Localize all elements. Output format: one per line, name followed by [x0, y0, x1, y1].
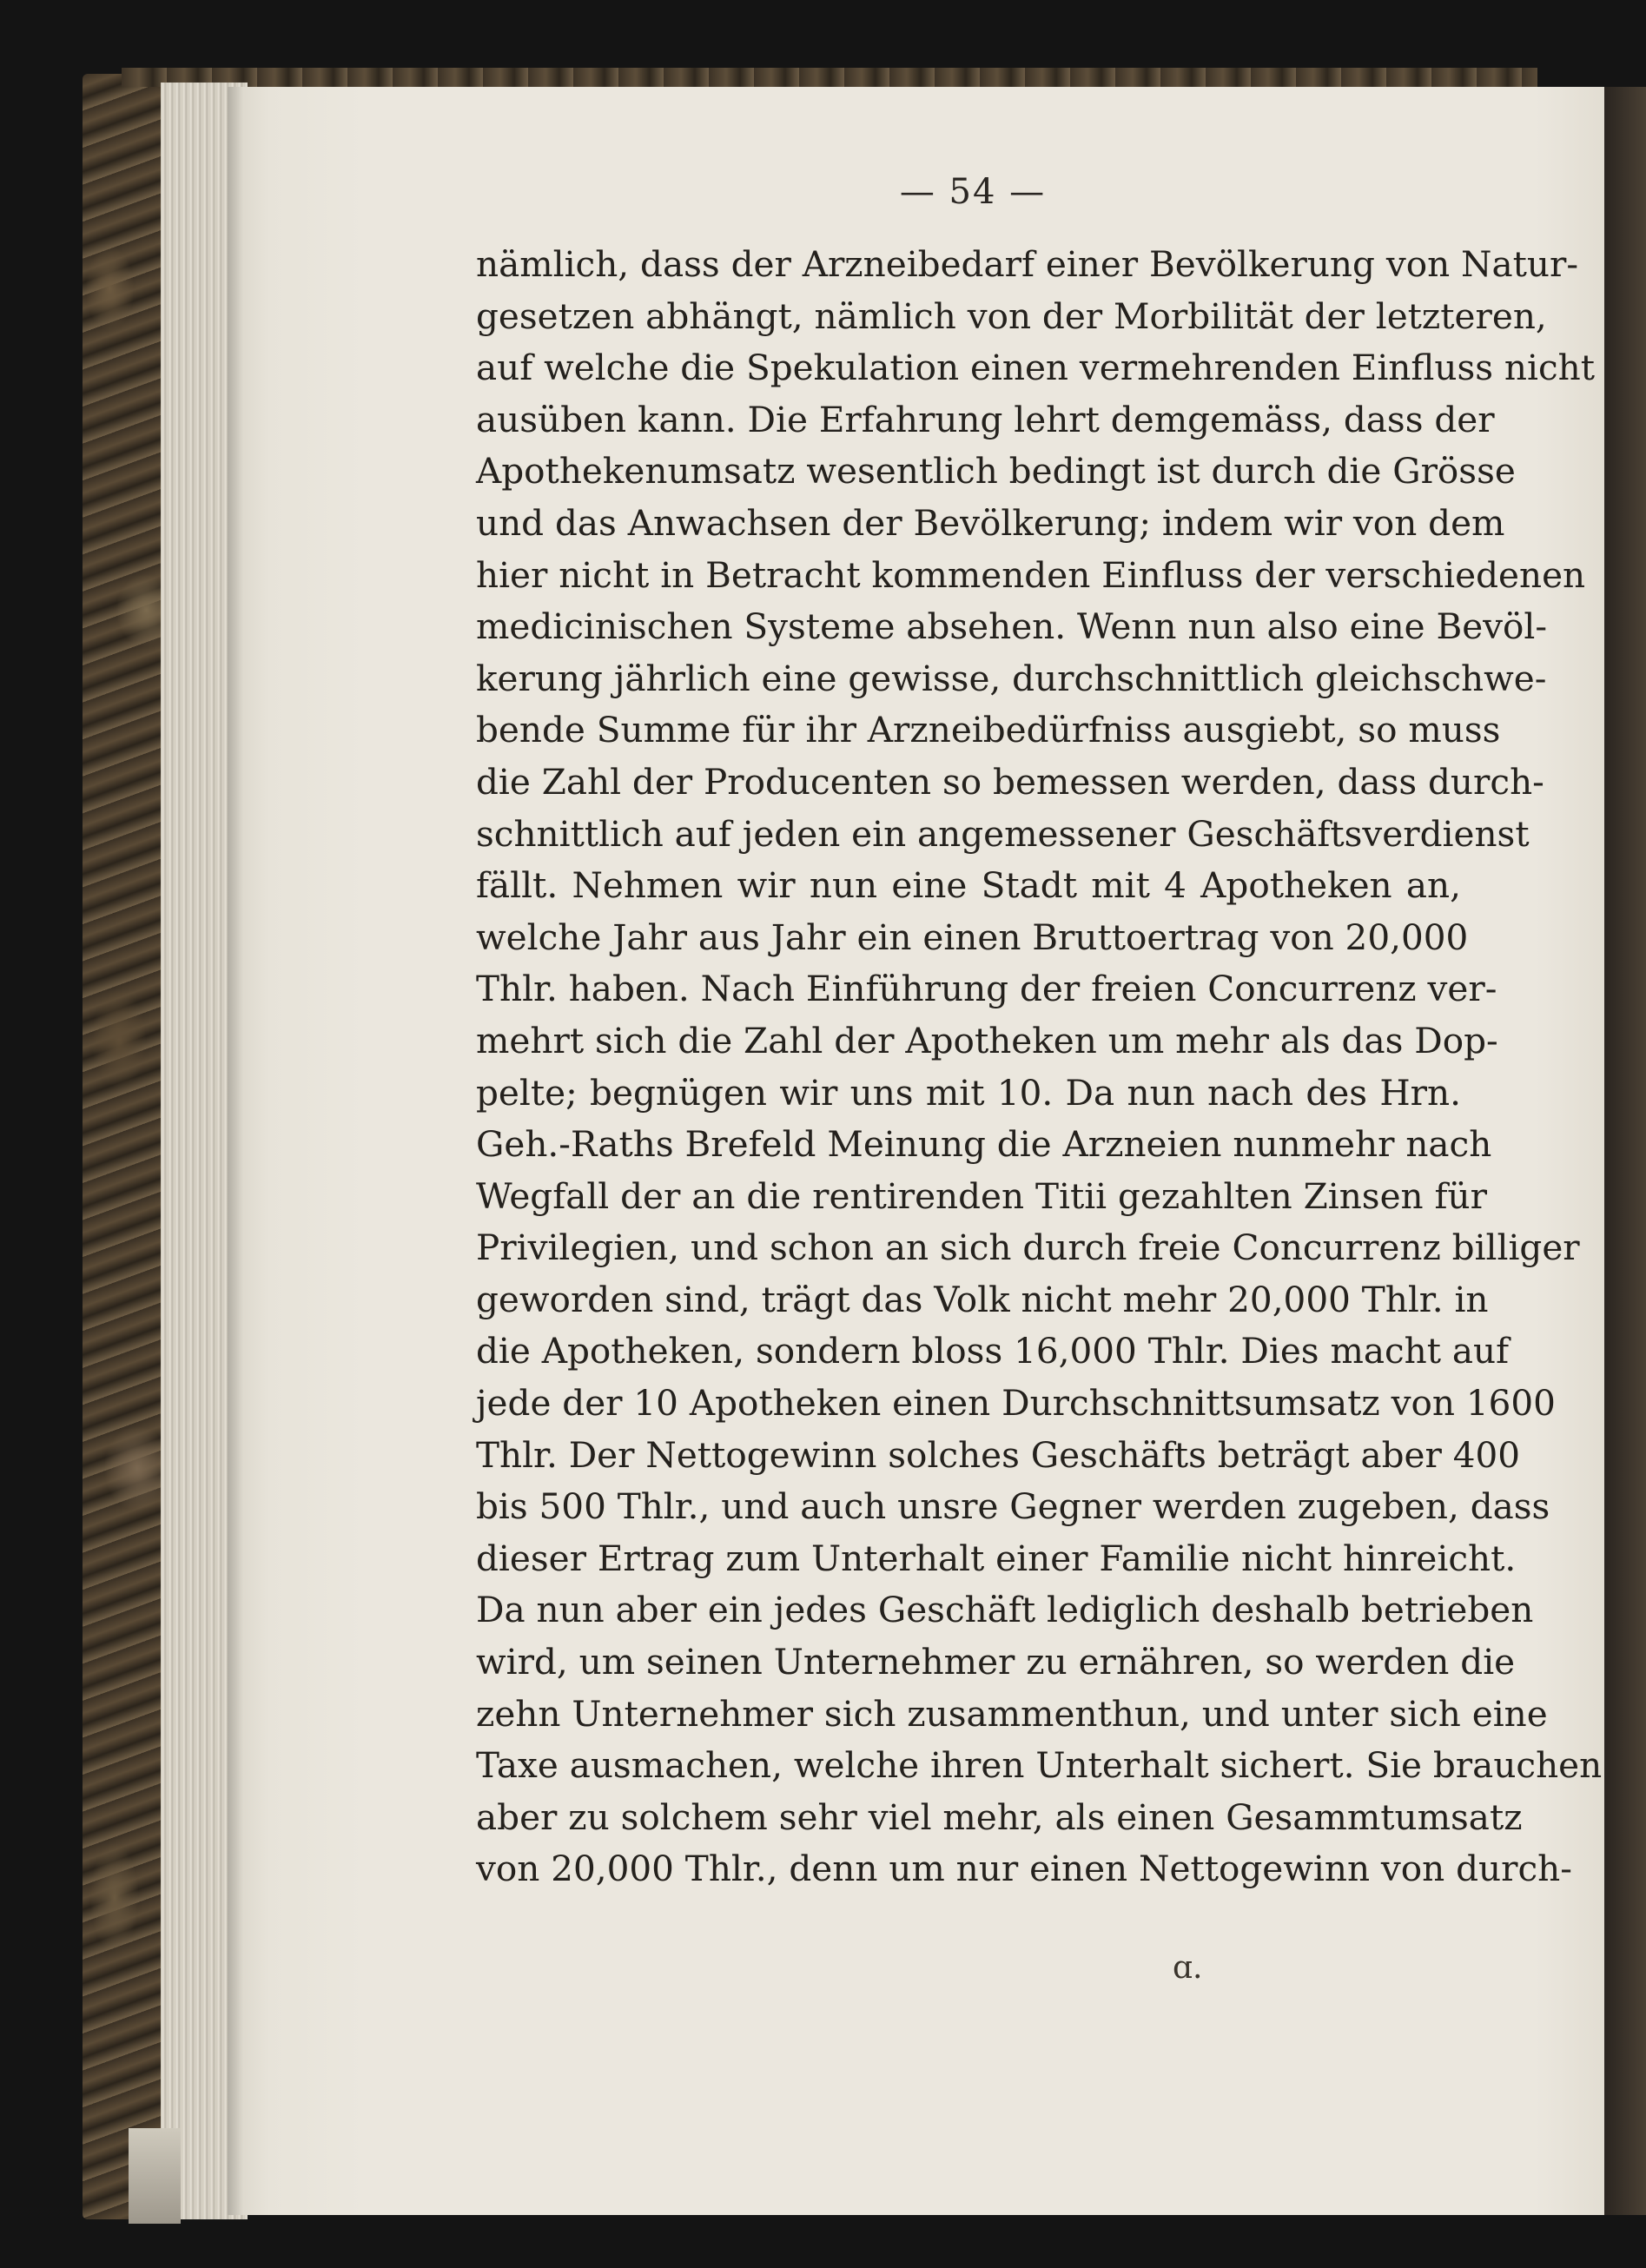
gutter-shadow — [228, 87, 243, 2215]
text-line: schnittlich auf jeden ein angemessener Geschäftsverdienst — [476, 812, 1530, 855]
text-line: welche Jahr aus Jahr ein einen Bruttoertrag von 20,000 — [476, 916, 1469, 958]
page-number: — 54 — — [899, 172, 1047, 212]
text-line: hier nicht in Betracht kommenden Einfluss der verschiedenen — [476, 553, 1586, 596]
facing-page-edge — [1604, 87, 1646, 2215]
text-line: jede der 10 Apotheken einen Durchschnittsumsatz von 1600 — [476, 1382, 1556, 1425]
text-line: bis 500 Thlr., und auch unsre Gegner werden zugeben, dass — [476, 1485, 1550, 1528]
leaf-corner — [129, 2128, 181, 2224]
text-line: ausüben kann. Die Erfahrung lehrt demgemäss, dass der — [476, 398, 1495, 440]
signature-mark: ɑ. — [1173, 1950, 1203, 1986]
text-line: bende Summe für ihr Arzneibedürfniss ausgiebt, so muss — [476, 709, 1501, 751]
text-line: Thlr. Der Nettogewinn solches Geschäfts beträgt aber 400 — [476, 1433, 1521, 1476]
text-line: und das Anwachsen der Bevölkerung; indem wir von dem — [476, 501, 1505, 544]
text-line: aber zu solchem sehr viel mehr, als einen Gesammtumsatz — [476, 1795, 1523, 1838]
text-line: zehn Unternehmer sich zusammenthun, und unter sich eine — [476, 1692, 1548, 1735]
text-line: pelte; begnügen wir uns mit 10. Da nun nach des Hrn. — [476, 1071, 1461, 1114]
text-line: medicinischen Systeme absehen. Wenn nun also eine Bevöl- — [476, 605, 1548, 648]
text-line: Taxe ausmachen, welche ihren Unterhalt sichert. Sie brauchen — [476, 1744, 1603, 1787]
text-line: fällt. Nehmen wir nun eine Stadt mit 4 Apotheken an, — [476, 864, 1461, 907]
text-line: von 20,000 Thlr., denn um nur einen Nettogewinn von durch- — [476, 1848, 1572, 1890]
text-line: die Apotheken, sondern bloss 16,000 Thlr. Dies macht auf — [476, 1330, 1510, 1372]
text-line: wird, um seinen Unternehmer zu ernähren, so werden die — [476, 1641, 1516, 1683]
body-text — [476, 239, 1603, 1895]
text-line: gesetzen abhängt, nämlich von der Morbilität der letzteren, — [476, 294, 1547, 337]
cover-top-edge — [122, 68, 1537, 87]
text-line: Wegfall der an die rentirenden Titii gezahlten Zinsen für — [476, 1174, 1487, 1217]
text-line: kerung jährlich eine gewisse, durchschnittlich gleichschwe- — [476, 657, 1547, 699]
text-line: Da nun aber ein jedes Geschäft lediglich deshalb betrieben — [476, 1589, 1534, 1631]
text-line: Thlr. haben. Nach Einführung der freien Concurrenz ver- — [476, 968, 1497, 1010]
text-line: nämlich, dass der Arzneibedarf einer Bevölkerung von Natur- — [476, 243, 1579, 285]
text-line: geworden sind, trägt das Volk nicht mehr 20,000 Thlr. in — [476, 1278, 1489, 1320]
text-line: auf welche die Spekulation einen vermehrenden Einfluss nicht — [476, 347, 1596, 389]
text-line: die Zahl der Producenten so bemessen werden, dass durch- — [476, 760, 1544, 803]
text-line: dieser Ertrag zum Unterhalt einer Familie nicht hinreicht. — [476, 1537, 1517, 1579]
text-line: Privilegien, und schon an sich durch freie Concurrenz billiger — [476, 1227, 1580, 1269]
text-line: Geh.-Raths Brefeld Meinung die Arzneien nunmehr nach — [476, 1123, 1492, 1166]
text-line: Apothekenumsatz wesentlich bedingt ist durch die Grösse — [476, 450, 1516, 493]
text-line: mehrt sich die Zahl der Apotheken um mehr als das Dop- — [476, 1019, 1498, 1061]
